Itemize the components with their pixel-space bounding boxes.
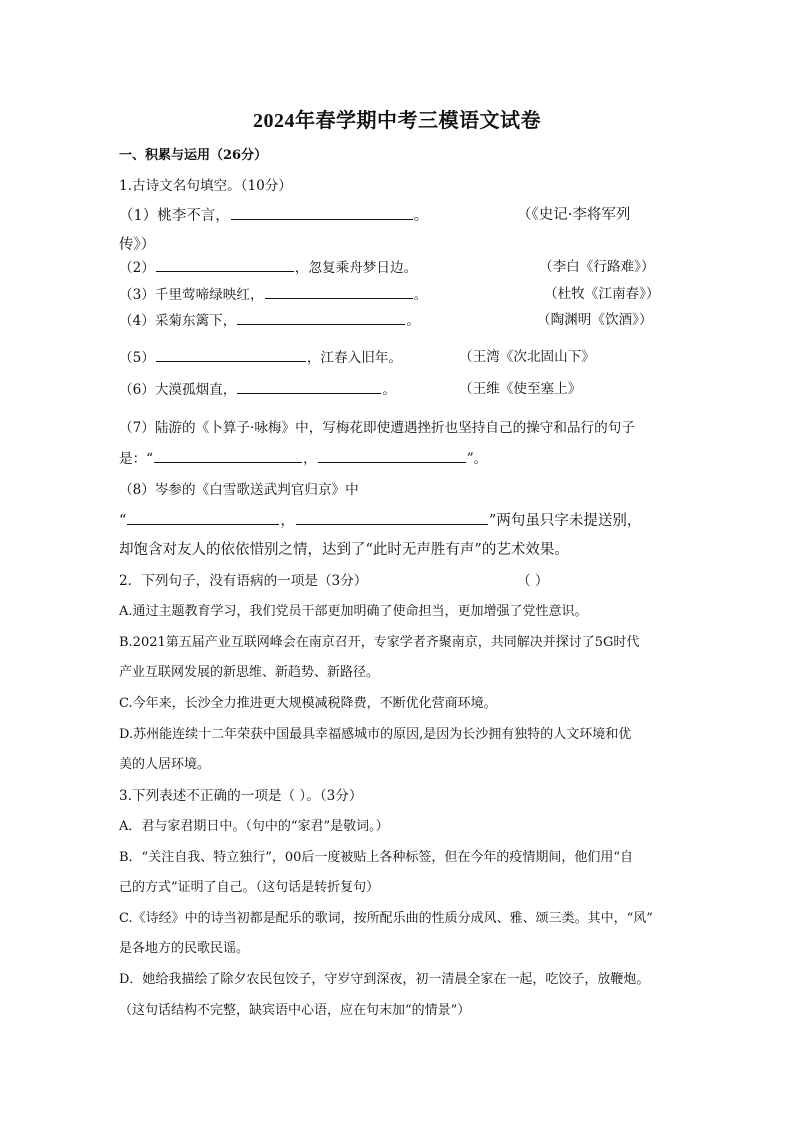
question-3-option-b-continued: 己的方式”证明了自己。（这句话是转折复句） xyxy=(119,880,380,895)
question-1-item-6: （6）大漠孤烟直， 。 （王维《使至塞上》 xyxy=(119,381,582,398)
question-1-item-2: （2） ，忽复乘舟梦日边。 （李白《行路难》） xyxy=(119,259,655,276)
question-3-option-a: A．君与家君期日中。（句中的“家君”是敬词。） xyxy=(119,819,389,834)
question-3-option-d: D．她给我描绘了除夕农民包饺子，守岁守到深夜，初一清晨全家在一起，吃饺子，放鞭炮。 xyxy=(119,972,650,987)
question-1-item-3: （3）千里莺啼绿映红， 。 （杜牧《江南春》） xyxy=(119,286,660,303)
source-citation: （《史记·李将军列 xyxy=(517,207,631,223)
answer-blank[interactable] xyxy=(318,449,466,463)
question-2-option-b: B.2021第五届产业互联网峰会在南京召开，专家学者齐聚南京，共同解决并探讨了5G时代 xyxy=(119,635,640,650)
page-title: 2024年春学期中考三模语文试卷 xyxy=(253,110,541,132)
source-citation: （王湾《次北固山下》 xyxy=(459,349,595,365)
answer-parentheses[interactable]: （ ） xyxy=(517,573,549,589)
answer-blank[interactable] xyxy=(154,449,302,463)
source-citation: （陶渊明《饮酒》） xyxy=(537,312,653,328)
source-citation-continued: 传》） xyxy=(119,237,156,253)
answer-blank[interactable] xyxy=(237,380,381,394)
answer-blank[interactable] xyxy=(156,258,294,272)
section-heading: 一、积累与运用（26分） xyxy=(119,148,268,163)
answer-blank[interactable] xyxy=(265,285,413,299)
question-1-item-8-continued: 却饱含对友人的依依惜别之情，达到了“此时无声胜有声”的艺术效果。 xyxy=(119,542,569,558)
question-3-option-c-continued: 是各地方的民歌民谣。 xyxy=(119,941,250,956)
question-1-item-8-answer: “ ， ”两句虽只字未提送别， xyxy=(119,513,642,529)
answer-blank[interactable] xyxy=(237,311,405,325)
question-1-item-5: （5） ，江春入旧年。 （王湾《次北固山下》 xyxy=(119,349,595,366)
question-3-stem: 3.下列表述不正确的一项是（ ）。（3分） xyxy=(119,788,363,804)
question-2-option-a: A.通过主题教育学习，我们党员干部更加明确了使命担当，更加增强了党性意识。 xyxy=(119,604,588,619)
question-1-item-7: （7）陆游的《卜算子·咏梅》中，写梅花即使遭遇挫折也坚持自己的操守和品行的句子 xyxy=(119,420,635,436)
answer-blank[interactable] xyxy=(127,511,279,525)
question-3-option-c: C.《诗经》中的诗当初都是配乐的歌词，按所配乐曲的性质分成风、雅、颂三类。其中，“风” xyxy=(119,911,653,926)
source-citation: （杜牧《江南春》） xyxy=(544,286,660,302)
question-1-item-7-answer: 是：“ ， ”。 xyxy=(119,451,488,467)
answer-blank[interactable] xyxy=(156,348,306,362)
source-citation: （李白《行路难》） xyxy=(539,259,655,275)
question-2-stem: 2．下列句子，没有语病的一项是（3分） （ ） xyxy=(119,573,549,589)
answer-blank[interactable] xyxy=(296,511,488,525)
source-citation: （王维《使至塞上》 xyxy=(459,381,582,397)
question-2-option-c: C.今年来，长沙全力推进更大规模减税降费，不断优化营商环境。 xyxy=(119,696,497,711)
question-1-item-1: （1）桃李不言， 。 （《史记·李将军列 xyxy=(119,207,631,224)
answer-blank[interactable] xyxy=(231,206,413,220)
question-1-item-8: （8）岑参的《白雪歌送武判官归京》中 xyxy=(119,482,359,498)
question-2-option-d: D.苏州能连续十二年荣获中国最具幸福感城市的原因,是因为长沙拥有独特的人文环境和优 xyxy=(119,727,632,742)
question-1-stem: 1.古诗文名句填空。（10分） xyxy=(119,178,292,194)
question-3-option-b: B．“关注自我、特立独行”，00后一度被贴上各种标签，但在今年的疫情期间，他们用“自 xyxy=(119,850,634,865)
question-2-option-b-continued: 产业互联网发展的新思维、新趋势、新路径。 xyxy=(119,665,380,680)
question-3-option-d-continued: （这句话结构不完整，缺宾语中心语，应在句末加“的情景”） xyxy=(119,1003,471,1018)
question-2-option-d-continued: 美的人居环境。 xyxy=(119,757,211,772)
question-1-item-4: （4）采菊东篱下， 。 （陶渊明《饮酒》） xyxy=(119,312,653,329)
